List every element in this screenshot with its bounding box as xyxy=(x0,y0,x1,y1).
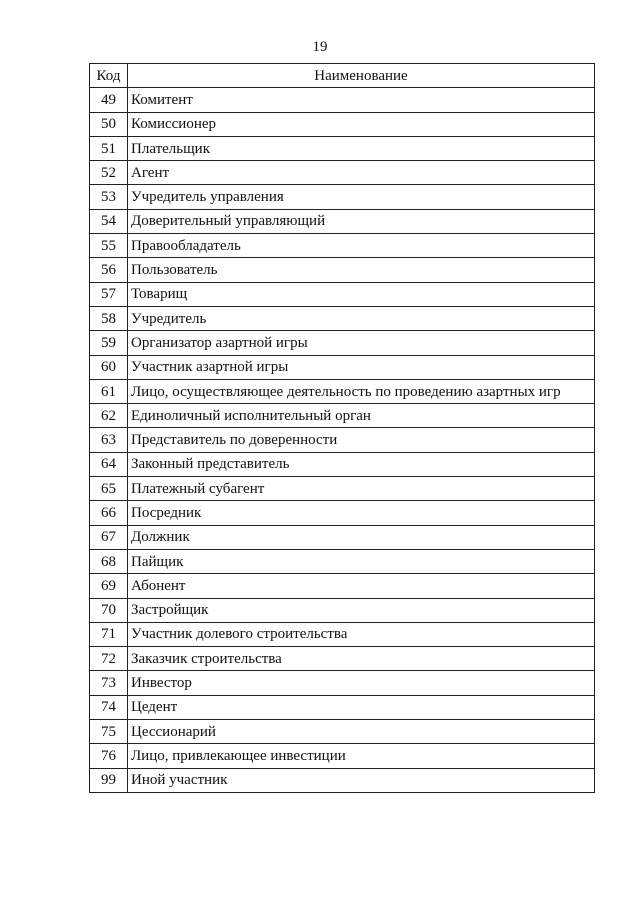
cell-name: Участник азартной игры xyxy=(128,355,595,379)
cell-name: Застройщик xyxy=(128,598,595,622)
cell-name: Доверительный управляющий xyxy=(128,209,595,233)
cell-name: Цедент xyxy=(128,695,595,719)
cell-code: 70 xyxy=(90,598,128,622)
table-row xyxy=(90,88,595,112)
cell-code: 52 xyxy=(90,161,128,185)
table-row xyxy=(90,136,595,160)
table-row xyxy=(90,306,595,330)
cell-code: 75 xyxy=(90,720,128,744)
cell-name: Лицо, привлекающее инвестиции xyxy=(128,744,595,768)
cell-code: 55 xyxy=(90,234,128,258)
cell-code: 50 xyxy=(90,112,128,136)
table-row xyxy=(90,112,595,136)
table-row xyxy=(90,598,595,622)
table-row xyxy=(90,525,595,549)
cell-name: Представитель по доверенности xyxy=(128,428,595,452)
cell-name: Иной участник xyxy=(128,768,595,792)
cell-code: 58 xyxy=(90,306,128,330)
cell-code: 54 xyxy=(90,209,128,233)
table-row xyxy=(90,647,595,671)
cell-code: 64 xyxy=(90,452,128,476)
cell-code: 63 xyxy=(90,428,128,452)
cell-name: Должник xyxy=(128,525,595,549)
cell-code: 68 xyxy=(90,549,128,573)
table-row xyxy=(90,428,595,452)
cell-code: 73 xyxy=(90,671,128,695)
cell-name: Заказчик строительства xyxy=(128,647,595,671)
cell-name: Платежный субагент xyxy=(128,477,595,501)
cell-name: Абонент xyxy=(128,574,595,598)
table-row xyxy=(90,258,595,282)
table-row xyxy=(90,234,595,258)
cell-name: Плательщик xyxy=(128,136,595,160)
cell-name: Лицо, осуществляющее деятельность по проведению азартных игр xyxy=(128,379,595,403)
table-row xyxy=(90,671,595,695)
table-header-row xyxy=(90,64,595,88)
cell-code: 57 xyxy=(90,282,128,306)
table-row xyxy=(90,355,595,379)
cell-code: 67 xyxy=(90,525,128,549)
table-row xyxy=(90,695,595,719)
table-row xyxy=(90,331,595,355)
cell-code: 71 xyxy=(90,622,128,646)
cell-code: 66 xyxy=(90,501,128,525)
cell-name: Единоличный исполнительный орган xyxy=(128,404,595,428)
table-row xyxy=(90,282,595,306)
cell-name: Организатор азартной игры xyxy=(128,331,595,355)
cell-code: 56 xyxy=(90,258,128,282)
cell-name: Учредитель управления xyxy=(128,185,595,209)
cell-code: 74 xyxy=(90,695,128,719)
cell-code: 69 xyxy=(90,574,128,598)
table-body xyxy=(90,88,595,793)
cell-name: Правообладатель xyxy=(128,234,595,258)
table-row xyxy=(90,768,595,792)
table-row xyxy=(90,622,595,646)
cell-code: 53 xyxy=(90,185,128,209)
cell-name: Пайщик xyxy=(128,549,595,573)
table-row xyxy=(90,549,595,573)
table-row xyxy=(90,501,595,525)
cell-code: 65 xyxy=(90,477,128,501)
table-row xyxy=(90,185,595,209)
participant-codes-table xyxy=(89,63,595,793)
cell-code: 51 xyxy=(90,136,128,160)
cell-name: Участник долевого строительства xyxy=(128,622,595,646)
cell-code: 60 xyxy=(90,355,128,379)
cell-code: 72 xyxy=(90,647,128,671)
table-row xyxy=(90,161,595,185)
cell-name: Цессионарий xyxy=(128,720,595,744)
cell-name: Посредник xyxy=(128,501,595,525)
cell-name: Комиссионер xyxy=(128,112,595,136)
table-row xyxy=(90,744,595,768)
cell-code: 62 xyxy=(90,404,128,428)
cell-code: 61 xyxy=(90,379,128,403)
cell-name: Учредитель xyxy=(128,306,595,330)
table-row xyxy=(90,379,595,403)
cell-code: 59 xyxy=(90,331,128,355)
cell-name: Инвестор xyxy=(128,671,595,695)
cell-name: Законный представитель xyxy=(128,452,595,476)
header-code: Код xyxy=(90,64,128,88)
cell-name: Пользователь xyxy=(128,258,595,282)
table-row xyxy=(90,209,595,233)
cell-name: Товарищ xyxy=(128,282,595,306)
cell-name: Комитент xyxy=(128,88,595,112)
table-row xyxy=(90,720,595,744)
cell-name: Агент xyxy=(128,161,595,185)
table-row xyxy=(90,452,595,476)
table-row xyxy=(90,477,595,501)
cell-code: 49 xyxy=(90,88,128,112)
header-name: Наименование xyxy=(128,64,595,88)
table-row xyxy=(90,404,595,428)
table-row xyxy=(90,574,595,598)
page-number: 19 xyxy=(312,39,328,55)
cell-code: 99 xyxy=(90,768,128,792)
cell-code: 76 xyxy=(90,744,128,768)
